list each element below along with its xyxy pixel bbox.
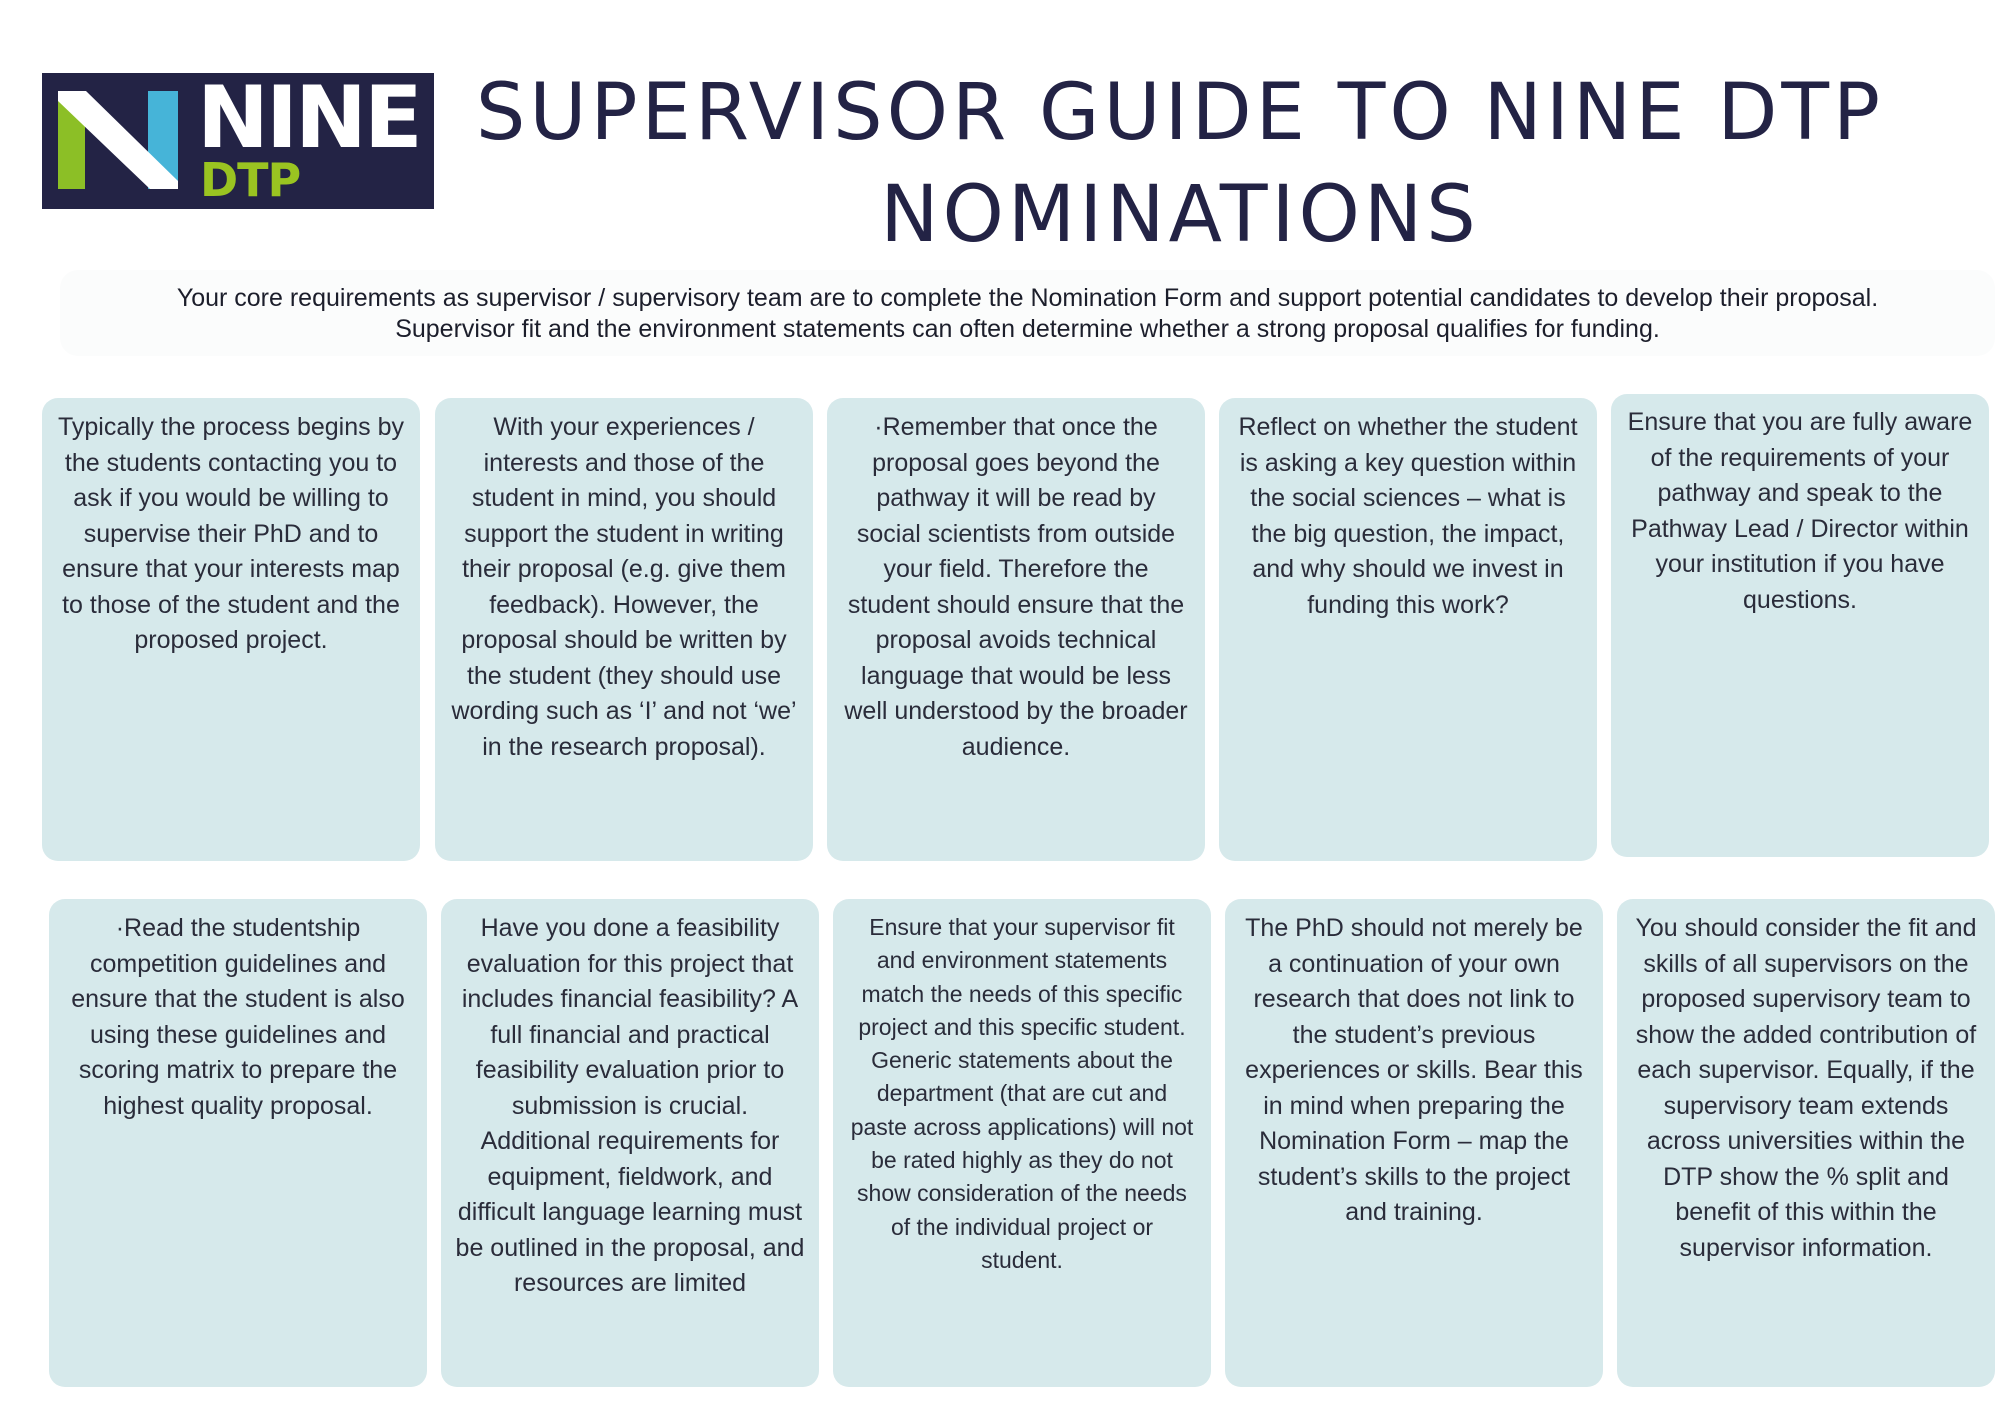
guide-card-9-text: The PhD should not merely be a continuation of your own research that does not link to the student’s previous experiences or skills. Bear this in mind when preparing the Nomination Form – map the student’s skills to the project and training. — [1245, 914, 1583, 1226]
guide-card-8 — [833, 899, 1211, 1387]
guide-card-5 — [1611, 394, 1989, 857]
logo-word: NINE — [197, 68, 420, 168]
guide-card-6 — [49, 899, 427, 1387]
guide-card-4 — [1219, 398, 1597, 861]
guide-card-10 — [1617, 899, 1995, 1387]
logo-sub: DTP — [200, 153, 301, 207]
n-mark-icon — [42, 73, 202, 209]
title-line-2: NOMINATIONS — [880, 170, 1480, 260]
guide-card-3 — [827, 398, 1205, 861]
title-line-1: SUPERVISOR GUIDE TO NINE DTP — [475, 68, 1885, 158]
guide-card-9 — [1225, 899, 1603, 1387]
intro-banner — [60, 270, 1995, 356]
guide-card-6-text: ·Read the studentship competition guidelines and ensure that the student is also using these guidelines and scoring matrix to prepare the highest quality proposal. — [71, 914, 405, 1120]
page-title — [470, 62, 1890, 266]
guide-card-8-text: Ensure that your supervisor fit and environment statements match the needs of this specific project and this specific student. Generic statements about the department (that are cut and paste across applications) will not be rated highly as they do not show consideration of the needs of the individual project or student. — [850, 914, 1194, 1273]
guide-card-7-text: Have you done a feasibility evaluation for this project that includes financial feasibility? A full financial and practical feasibility evaluation prior to submission is crucial. Additional requirements for equipment, fieldwork, and difficult language learning must be outlined in the proposal, and resources are limited — [455, 914, 805, 1297]
intro-line-1: Your core requirements as supervisor / supervisory team are to complete the Nomination Form and support potential candidates to develop their proposal. — [176, 284, 1879, 312]
guide-card-7 — [441, 899, 819, 1387]
guide-card-4-text: Reflect on whether the student is asking a key question within the social sciences – what is the big question, the impact, and why should we invest in funding this work? — [1238, 413, 1578, 619]
guide-card-10-text: You should consider the fit and skills of all supervisors on the proposed supervisory team to show the added contribution of each supervisor. Equally, if the supervisory team extends across universities within the DTP show the % split and benefit of this within the supervisor information. — [1635, 914, 1977, 1262]
guide-card-5-text: Ensure that you are fully aware of the requirements of your pathway and speak to the Pathway Lead / Director within your institution if you have questions. — [1627, 408, 1973, 614]
guide-card-2-text: With your experiences / interests and those of the student in mind, you should support the student in writing their proposal (e.g. give them feedback). However, the proposal should be written by the student (they should use wording such as ‘I’ and not ‘we’ in the research proposal). — [451, 413, 797, 761]
guide-card-2 — [435, 398, 813, 861]
guide-card-3-text: ·Remember that once the proposal goes beyond the pathway it will be read by social scientists from outside your field. Therefore the student should ensure that the proposal avoids technical language that would be less well understood by the broader audience. — [844, 413, 1188, 761]
guide-card-1 — [42, 398, 420, 861]
guide-card-1-text: Typically the process begins by the students contacting you to ask if you would be willing to supervise their PhD and to ensure that your interests map to those of the student and the proposed project. — [57, 413, 404, 654]
nine-dtp-logo — [42, 68, 434, 209]
intro-line-2: Supervisor fit and the environment statements can often determine whether a strong proposal qualifies for funding. — [395, 315, 1660, 343]
